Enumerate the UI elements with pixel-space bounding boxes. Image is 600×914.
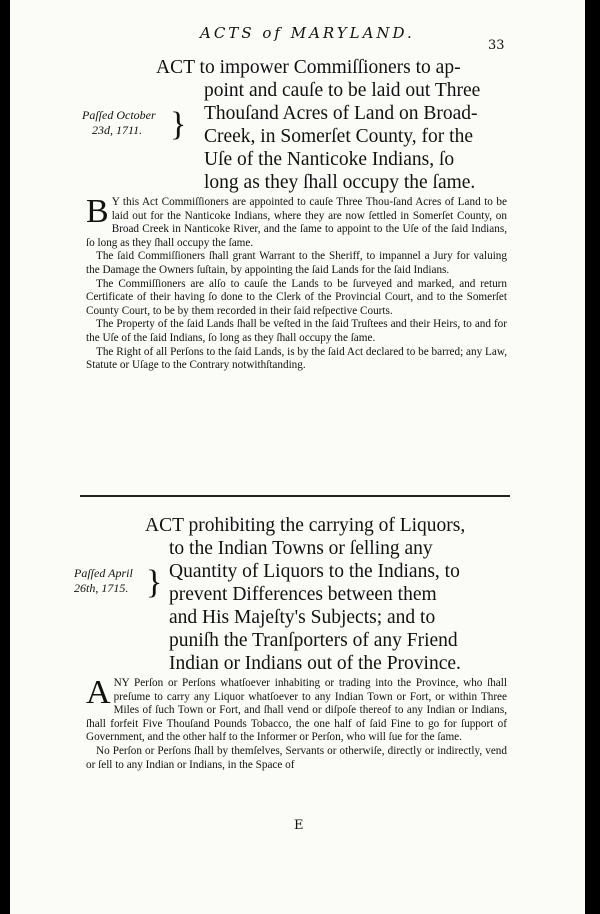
act2-paragraph: No Perſon or Perſons ſhall by themſelves, Servants or otherwiſe, directly or indirectly, vend or ſell to any Indian or Indians, in the Space of bbox=[86, 744, 507, 771]
signature-mark: E bbox=[294, 818, 304, 833]
act2-title-line: to the Indian Towns or ſelling any bbox=[169, 538, 433, 559]
act1-paragraph: The ſaid Commiſſioners ſhall grant Warrant to the Sheriff, to impannel a Jury for valuing the Damage the Owners ſuſtain, by appointing the ſaid Lands for the ſaid Indians. bbox=[86, 250, 507, 276]
act1-title-line: Creek, in Somerſet County, for the bbox=[204, 126, 473, 147]
act2-title-line: ACT prohibiting the carrying of Liquors, bbox=[145, 515, 466, 536]
act1-title bbox=[156, 56, 480, 194]
act1-title-line: point and cauſe to be laid out Three bbox=[204, 80, 481, 101]
page-edge-shadow bbox=[593, 20, 599, 900]
act1-paragraph: The Commiſſioners are alſo to cauſe the Lands to be ſurveyed and marked, and return Certificate of their having ſo done to the Clerk of the Provincial Court, and to the Somerſet County Court, to be by them recorded in their ſaid reſpective Courts. bbox=[86, 277, 507, 317]
act2-brace: } bbox=[146, 564, 163, 601]
act1-brace: } bbox=[170, 106, 187, 143]
book-page bbox=[10, 0, 585, 914]
act1-passed-note bbox=[82, 108, 156, 138]
act2-dropcap: A bbox=[86, 674, 111, 711]
act2-title-line: puniſh the Tranſporters of any Friend bbox=[169, 630, 458, 651]
act2-title-line: and His Majeſty's Subjects; and to bbox=[169, 607, 436, 628]
act1-paragraph: The Property of the ſaid Lands ſhall be veſted in the ſaid Truſtees and their Heirs, to and for the Uſe of the ſaid Indians, ſo long as they ſhall occupy the ſame. bbox=[86, 318, 507, 344]
act1-dropcap: B bbox=[86, 193, 109, 230]
act2-title-line: prevent Differences between them bbox=[169, 584, 437, 605]
act1-paragraph: The Right of all Perſons to the ſaid Lands, is by the ſaid Act declared to be barred; any Law, Statute or Uſage to the Contrary notwithſtanding. bbox=[86, 345, 507, 372]
page-number: 33 bbox=[488, 38, 505, 53]
act1-title-line: ACT to impower Commiſſioners to ap- bbox=[156, 57, 461, 78]
act1-title-line: Uſe of the Nanticoke Indians, ſo bbox=[204, 149, 455, 170]
act1-title-line: Thouſand Acres of Land on Broad- bbox=[204, 103, 478, 124]
act2-passed-label: Paſſed April bbox=[74, 566, 133, 580]
act2-passed-note bbox=[74, 566, 133, 596]
section-divider bbox=[80, 495, 510, 497]
act1-title-line: long as they ſhall occupy the ſame. bbox=[204, 172, 476, 193]
act2-title-line: Quantity of Liquors to the Indians, to bbox=[169, 561, 460, 582]
act1-body bbox=[86, 193, 507, 373]
act1-paragraph: Y this Act Commiſſioners are appointed to cauſe Three Thou-ſand Acres of Land to be laid out for the Nanticoke Indians, where they are now ſettled in Somerſet County, on Broad Creek in Nanticoke River, and the ſame to appoint to the Uſe of the ſaid Indians, ſo long as they ſhall occupy the ſame. bbox=[86, 196, 507, 249]
running-head: ACTS of MARYLAND. bbox=[200, 24, 415, 42]
act1-passed-date: 23d, 1711. bbox=[92, 123, 143, 137]
act1-passed-label: Paſſed October bbox=[82, 108, 156, 122]
act2-passed-date: 26th, 1715. bbox=[74, 581, 129, 595]
act2-body bbox=[86, 674, 507, 772]
act2-paragraph: NY Perſon or Perſons whatſoever inhabiting or trading into the Province, who ſhall preſume to carry any Liquor whatſoever to any Indian Town or Fort, or within Three Miles of ſuch Town or Fort, and ſhall vend or diſpoſe thereof to any Indian or Indians, ſhall forfeit Five Thouſand Pounds Tobacco, the one half of ſaid Fine to go for ſupport of Government, and the other half to the Informer or Perſon, who will ſue for the ſame. bbox=[86, 677, 507, 744]
act2-title bbox=[145, 514, 465, 675]
act2-title-line: Indian or Indians out of the Province. bbox=[169, 653, 461, 674]
